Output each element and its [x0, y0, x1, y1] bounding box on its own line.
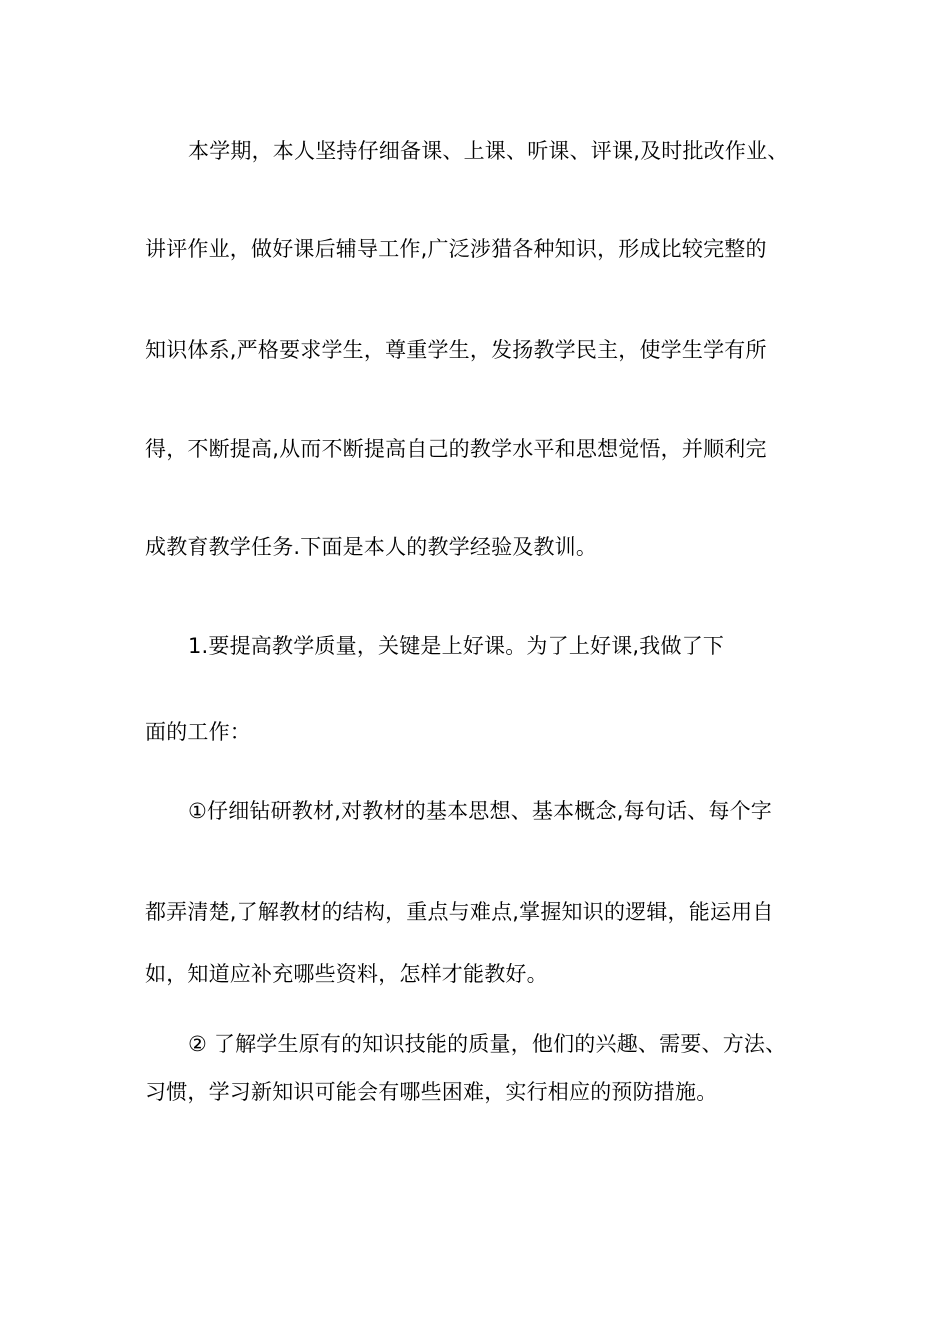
paragraph-2-line-2: 面的工作： [145, 720, 251, 744]
paragraph-1-line-4: 得，不断提高,从而不断提高自己的教学水平和思想觉悟，并顺利完 [145, 437, 767, 461]
paragraph-3-line-3: 如，知道应补充哪些资料，怎样才能教好。 [145, 962, 548, 986]
paragraph-2-line-1: 1.要提高教学质量，关键是上好课。为了上好课,我做了下 [188, 634, 725, 658]
paragraph-1-line-2: 讲评作业，做好课后辅导工作,广泛涉猎各种知识，形成比较完整的 [145, 237, 767, 261]
paragraph-4-line-1: ② 了解学生原有的知识技能的质量，他们的兴趣、需要、方法、 [188, 1032, 787, 1056]
paragraph-1-line-3: 知识体系,严格要求学生，尊重学生，发扬教学民主，使学生学有所 [145, 338, 767, 362]
paragraph-3-line-1: ①仔细钻研教材,对教材的基本思想、基本概念,每句话、每个字 [188, 799, 772, 823]
paragraph-3-line-2: 都弄清楚,了解教材的结构，重点与难点,掌握知识的逻辑，能运用自 [145, 900, 774, 924]
paragraph-1-line-5: 成教育教学任务.下面是本人的教学经验及教训。 [145, 535, 598, 559]
paragraph-4-line-2: 习惯，学习新知识可能会有哪些困难，实行相应的预防措施。 [145, 1080, 718, 1104]
paragraph-1-line-1: 本学期，本人坚持仔细备课、上课、听课、评课,及时批改作业、 [188, 139, 789, 163]
